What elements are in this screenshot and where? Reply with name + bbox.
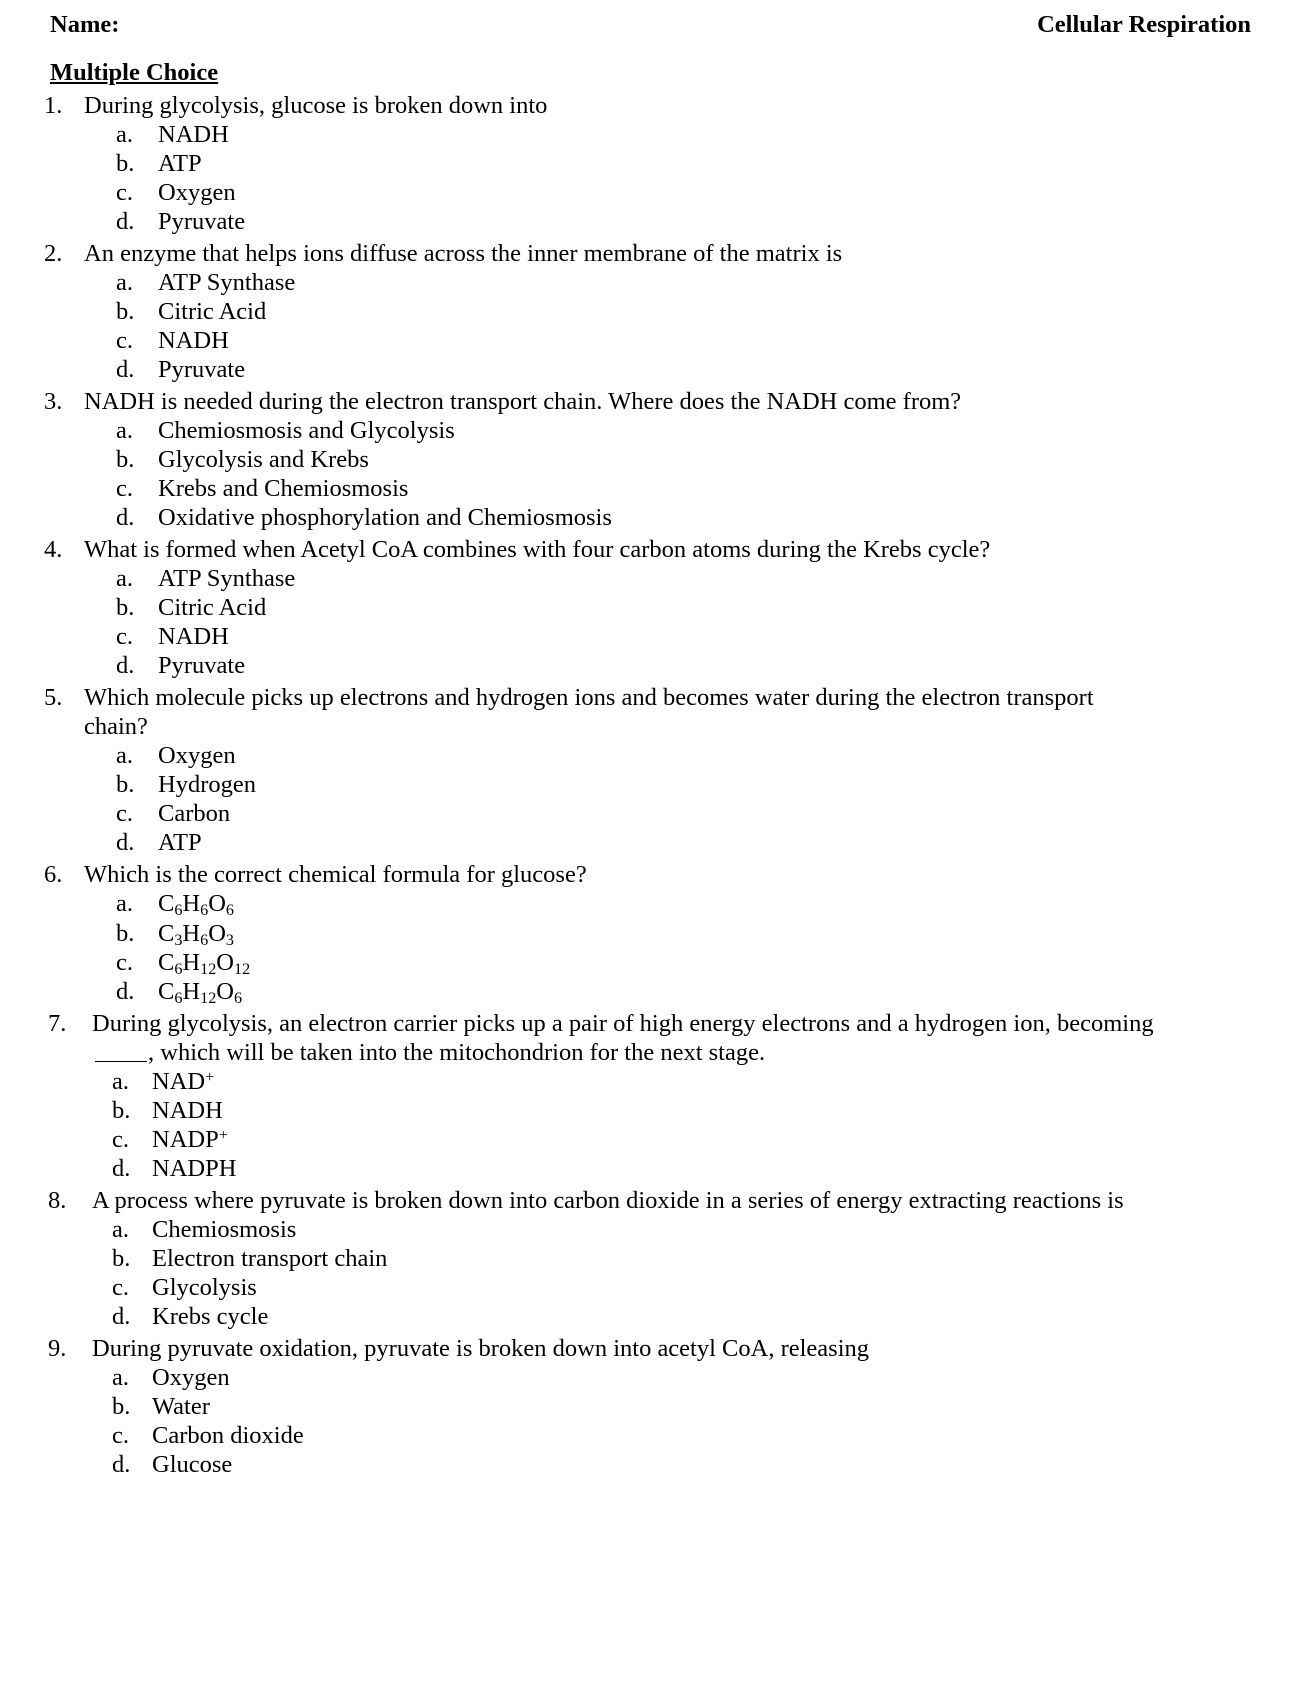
choice-letter: a. (116, 890, 133, 918)
choice-text: Water (152, 1393, 210, 1420)
choice-letter: b. (116, 297, 135, 325)
question-item (0, 535, 1306, 680)
choice-text: Citric Acid (158, 297, 267, 325)
question-text: During glycolysis, an electron carrier picks up a pair of high energy electrons and a hydrogen ion, becoming , which will be taken into the mitochondrion for the next stage. (92, 1009, 1154, 1066)
question-prompt (0, 683, 1306, 741)
choice-list (0, 1215, 1306, 1331)
choice-text: $C_6H_{12}O_{12}$ (158, 948, 251, 978)
choice-option[interactable] (0, 1421, 1306, 1450)
choice-list (0, 564, 1306, 680)
document-header (0, 0, 1306, 41)
choice-letter: a. (116, 268, 133, 296)
choice-list (0, 268, 1306, 384)
choice-option[interactable] (0, 326, 1306, 355)
question-number: 7. (48, 1009, 67, 1037)
section-heading-wrap (0, 41, 1306, 91)
choice-text: $C_3H_6O_3$ (158, 919, 234, 949)
choice-option[interactable] (0, 268, 1306, 297)
choice-letter: d. (112, 1154, 131, 1182)
choice-letter: a. (116, 742, 133, 770)
question-prompt (0, 535, 1306, 564)
choice-option[interactable] (0, 1244, 1306, 1273)
choice-text: NADH (158, 623, 229, 651)
choice-letter: a. (116, 120, 133, 148)
choice-letter: a. (116, 565, 133, 593)
choice-list (0, 416, 1306, 532)
choice-option[interactable] (0, 651, 1306, 680)
choice-text: Krebs cycle (152, 1302, 269, 1330)
choice-option[interactable] (0, 1392, 1306, 1421)
choice-letter: d. (116, 652, 135, 680)
choice-option[interactable] (0, 593, 1306, 622)
choice-letter: c. (112, 1273, 129, 1301)
choice-option[interactable] (0, 1154, 1306, 1183)
question-number: 4. (44, 536, 63, 564)
choice-letter: d. (116, 977, 135, 1005)
choice-text: ATP (158, 149, 202, 177)
choice-option[interactable] (0, 741, 1306, 770)
choice-text: Glycolysis (152, 1273, 257, 1301)
question-number: 9. (48, 1334, 67, 1362)
choice-option[interactable] (0, 297, 1306, 326)
choice-letter: c. (116, 178, 133, 206)
choice-text: ATP Synthase (158, 268, 296, 296)
choice-text: Oxygen (158, 742, 236, 770)
question-item (0, 239, 1306, 384)
choice-letter: c. (112, 1125, 129, 1153)
choice-option[interactable] (0, 474, 1306, 503)
choice-option[interactable] (0, 445, 1306, 474)
choice-text: Oxidative phosphorylation and Chemiosmosis (158, 504, 612, 532)
choice-option[interactable] (0, 622, 1306, 651)
question-item (0, 1009, 1306, 1183)
choice-letter: d. (112, 1451, 131, 1479)
choice-letter: c. (116, 800, 133, 828)
choice-option[interactable] (0, 120, 1306, 149)
choice-option[interactable] (0, 564, 1306, 593)
question-text: During glycolysis, glucose is broken down into (84, 91, 548, 119)
question-item (0, 683, 1306, 857)
choice-list (0, 1363, 1306, 1479)
choice-letter: b. (116, 149, 135, 177)
choice-letter: c. (112, 1422, 129, 1450)
question-number: 3. (44, 387, 63, 415)
choice-option[interactable] (0, 149, 1306, 178)
name-label: Name: (50, 11, 120, 38)
choice-letter: b. (116, 446, 135, 473)
choice-letter: c. (116, 475, 133, 503)
question-prompt (0, 860, 1306, 889)
choice-text: Pyruvate (158, 207, 246, 235)
choice-letter: c. (116, 948, 133, 976)
choice-text: Pyruvate (158, 355, 246, 383)
choice-option[interactable] (0, 889, 1306, 918)
question-item (0, 1334, 1306, 1479)
choice-text: Carbon dioxide (152, 1422, 304, 1450)
choice-option[interactable] (0, 416, 1306, 445)
choice-list (0, 1067, 1306, 1183)
question-number: 5. (44, 684, 63, 712)
choice-text: Glucose (152, 1451, 233, 1479)
choice-text: Carbon (158, 800, 231, 828)
choice-letter: b. (112, 1096, 131, 1124)
choice-text: NADP+ (152, 1125, 228, 1153)
question-number: 8. (48, 1186, 67, 1214)
choice-text: ATP Synthase (158, 565, 296, 593)
choice-option[interactable] (0, 1302, 1306, 1331)
choice-letter: d. (116, 355, 135, 383)
question-text: Which molecule picks up electrons and hydrogen ions and becomes water during the electron transport chain? (84, 684, 1094, 741)
question-text: What is formed when Acetyl CoA combines with four carbon atoms during the Krebs cycle? (84, 536, 991, 564)
choice-text: $C_6H_6O_6$ (158, 890, 234, 920)
choice-text: Oxygen (152, 1363, 230, 1391)
question-text: An enzyme that helps ions diffuse across the inner membrane of the matrix is (84, 239, 843, 267)
choice-letter: d. (116, 207, 135, 235)
question-prompt (0, 1186, 1306, 1215)
choice-text: NADH (158, 120, 229, 148)
choice-letter: d. (116, 829, 135, 857)
choice-letter: b. (112, 1393, 131, 1420)
question-prompt (0, 387, 1306, 416)
question-number: 2. (44, 239, 63, 267)
choice-option[interactable] (0, 1215, 1306, 1244)
choice-text: Hydrogen (158, 771, 256, 799)
choice-letter: a. (116, 416, 133, 444)
question-prompt (0, 1334, 1306, 1363)
question-text: Which is the correct chemical formula for glucose? (84, 861, 587, 889)
choice-list (0, 889, 1306, 1005)
question-prompt (0, 1009, 1306, 1067)
choice-option[interactable] (0, 1273, 1306, 1302)
choice-option[interactable] (0, 770, 1306, 799)
choice-option[interactable] (0, 503, 1306, 532)
choice-option[interactable] (0, 355, 1306, 384)
question-item (0, 91, 1306, 236)
choice-option[interactable] (0, 977, 1306, 1006)
page-title: Cellular Respiration (1037, 11, 1251, 38)
choice-option[interactable] (0, 799, 1306, 828)
choice-letter: b. (116, 594, 135, 622)
choice-option[interactable] (0, 1450, 1306, 1479)
choice-list (0, 741, 1306, 857)
choice-option[interactable] (0, 207, 1306, 236)
choice-letter: b. (112, 1244, 131, 1272)
choice-text: Pyruvate (158, 652, 246, 680)
choice-letter: c. (116, 623, 133, 651)
choice-text: $C_6H_{12}O_6$ (158, 977, 243, 1007)
question-item (0, 860, 1306, 1005)
choice-text: NAD+ (152, 1067, 215, 1095)
choice-text: NADPH (152, 1154, 237, 1182)
question-item (0, 1186, 1306, 1331)
choice-text: NADH (152, 1096, 223, 1124)
choice-text: Citric Acid (158, 594, 267, 622)
question-item (0, 387, 1306, 532)
choice-text: Krebs and Chemiosmosis (158, 475, 409, 503)
multiple-choice-question-list (0, 91, 1306, 1479)
choice-list (0, 120, 1306, 236)
choice-option[interactable] (0, 1067, 1306, 1096)
choice-text: NADH (158, 326, 229, 354)
choice-letter: d. (112, 1302, 131, 1330)
question-text: NADH is needed during the electron transport chain. Where does the NADH come from? (84, 387, 962, 415)
choice-text: Electron transport chain (152, 1244, 388, 1272)
question-number: 1. (44, 91, 63, 119)
choice-letter: a. (112, 1215, 129, 1243)
choice-letter: b. (116, 919, 135, 947)
choice-option[interactable] (0, 178, 1306, 207)
question-text: A process where pyruvate is broken down into carbon dioxide in a series of energy extracting reactions is (92, 1186, 1124, 1214)
choice-option[interactable] (0, 919, 1306, 948)
choice-letter: a. (112, 1363, 129, 1391)
choice-text: Chemiosmosis and Glycolysis (158, 416, 455, 444)
choice-text: Glycolysis and Krebs (158, 446, 369, 473)
choice-option[interactable] (0, 1096, 1306, 1125)
question-text: During pyruvate oxidation, pyruvate is broken down into acetyl CoA, releasing (92, 1334, 870, 1362)
question-prompt (0, 239, 1306, 268)
choice-letter: a. (112, 1067, 129, 1095)
choice-letter: d. (116, 504, 135, 532)
section-heading: Multiple Choice (50, 58, 219, 86)
choice-option[interactable] (0, 1125, 1306, 1154)
choice-letter: b. (116, 771, 135, 799)
choice-option[interactable] (0, 1363, 1306, 1392)
choice-letter: c. (116, 326, 133, 354)
choice-text: Oxygen (158, 178, 236, 206)
choice-option[interactable] (0, 948, 1306, 977)
question-prompt (0, 91, 1306, 120)
question-number: 6. (44, 861, 63, 889)
choice-text: ATP (158, 829, 202, 857)
choice-text: Chemiosmosis (152, 1215, 297, 1243)
choice-option[interactable] (0, 828, 1306, 857)
